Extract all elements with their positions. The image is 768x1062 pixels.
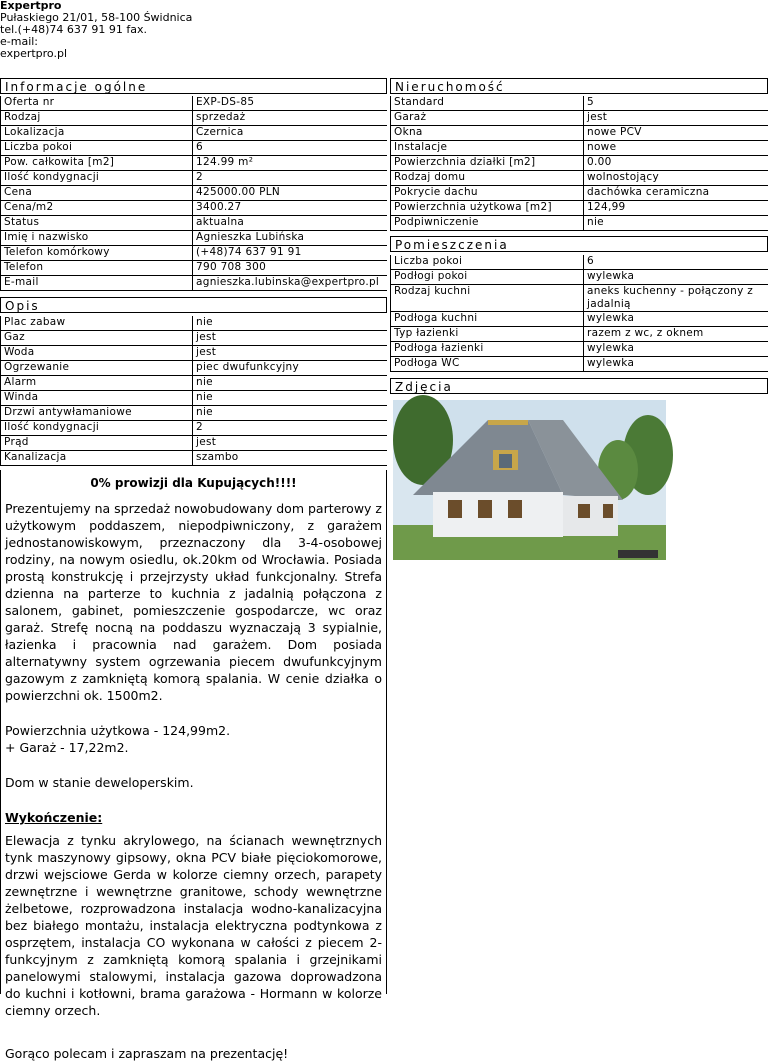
row-label: Rodzaj: [1, 111, 193, 126]
row-label: Ilość kondygnacji: [1, 421, 193, 436]
row-value: 2: [193, 421, 388, 436]
row-value: Agnieszka Lubińska: [193, 231, 388, 246]
house-photo[interactable]: [393, 400, 666, 560]
row-label: Liczba pokoi: [391, 255, 584, 270]
table-row: [391, 201, 768, 216]
row-value: piec dwufunkcyjny: [193, 361, 388, 376]
row-label: Kanalizacja: [1, 451, 193, 466]
nieruchomosc-table: [390, 96, 768, 231]
condition-text: Dom w stanie deweloperskim.: [1, 774, 386, 791]
table-row: [1, 406, 388, 421]
row-value: 124,99: [584, 201, 768, 216]
agency-header: [0, 0, 192, 60]
agency-website: expertpro.pl: [0, 48, 192, 60]
row-label: Cena: [1, 186, 193, 201]
row-label: Pow. całkowita [m2]: [1, 156, 193, 171]
table-row: [1, 276, 388, 291]
pomieszczenia-table: [390, 255, 768, 372]
row-label: E-mail: [1, 276, 193, 291]
usable-area-text: Powierzchnia użytkowa - 124,99m2.: [1, 722, 386, 739]
table-row: [391, 216, 768, 231]
agency-phone: tel.(+48)74 637 91 91 fax.: [0, 24, 192, 36]
row-label: Okna: [391, 126, 584, 141]
table-row: [1, 186, 388, 201]
finishing-heading: Wykończenie:: [1, 809, 386, 826]
row-label: Prąd: [1, 436, 193, 451]
table-row: [1, 436, 388, 451]
row-value: aktualna: [193, 216, 388, 231]
section-title-zdjecia: Zdjęcia: [390, 378, 768, 394]
row-value: Czernica: [193, 126, 388, 141]
row-label: Powierzchnia użytkowa [m2]: [391, 201, 584, 216]
row-label: Rodzaj domu: [391, 171, 584, 186]
table-row: [391, 327, 768, 342]
row-value: 124.99 m²: [193, 156, 388, 171]
section-title-info: Informacje ogólne: [0, 78, 387, 94]
row-label: Imię i nazwisko: [1, 231, 193, 246]
table-row: [1, 111, 388, 126]
row-label: Cena/m2: [1, 201, 193, 216]
row-value: 5: [584, 96, 768, 111]
row-value: jest: [193, 331, 388, 346]
agency-email: e-mail:: [0, 36, 192, 48]
table-row: [1, 421, 388, 436]
table-row: [391, 171, 768, 186]
info-table: [0, 96, 387, 291]
row-value: (+48)74 637 91 91: [193, 246, 388, 261]
row-label: Woda: [1, 346, 193, 361]
row-label: Telefon komórkowy: [1, 246, 193, 261]
row-label: Telefon: [1, 261, 193, 276]
row-label: Oferta nr: [1, 96, 193, 111]
row-label: Ilość kondygnacji: [1, 171, 193, 186]
agency-address: Pułaskiego 21/01, 58-100 Świdnica: [0, 12, 192, 24]
row-value: 6: [193, 141, 388, 156]
row-value: jest: [584, 111, 768, 126]
description-paragraph: Prezentujemy na sprzedaż nowobudowany dom parterowy z użytkowym poddaszem, niepodpiwniczony, z garażem jednostanowiskowym, przeznaczony dla 3-4-osobowej rodziny, na nowym osiedlu, ok.20km od Wrocławia. Posiada prostą konstrukcję i przejrzysty układ funkcjonalny. Strefa dzienna na parterze to kuchnia z jadalnią połączona z salonem, gabinet, pomieszczenie gospodarcze, wc oraz garaż. Strefę nocną na poddaszu wyznaczają 3 sypialnie, łazienka i pracownia nad garażem. Dom posiada alternatywny system ogrzewania piecem dwufunkcyjnym gazowym z zamkniętą komorą spalania. W cenie działka o powierzchni ok. 1500m2.: [1, 500, 386, 704]
table-row: [1, 261, 388, 276]
row-label: Powierzchnia działki [m2]: [391, 156, 584, 171]
table-row: [391, 186, 768, 201]
section-title-pomieszczenia: Pomieszczenia: [390, 236, 768, 252]
row-value: nie: [193, 316, 388, 331]
row-value: 6: [584, 255, 768, 270]
row-value: wylewka: [584, 342, 768, 357]
row-label: Podłoga WC: [391, 357, 584, 372]
row-value: 2: [193, 171, 388, 186]
table-row: [1, 361, 388, 376]
table-row: [1, 231, 388, 246]
row-value: wylewka: [584, 357, 768, 372]
table-row: [1, 216, 388, 231]
row-label: Gaz: [1, 331, 193, 346]
table-row: [391, 342, 768, 357]
row-label: Status: [1, 216, 193, 231]
row-label: Rodzaj kuchni: [391, 285, 584, 312]
row-label: Typ łazienki: [391, 327, 584, 342]
table-row: [1, 246, 388, 261]
row-value: dachówka ceramiczna: [584, 186, 768, 201]
table-row: [391, 270, 768, 285]
table-row: [1, 171, 388, 186]
table-row: [391, 156, 768, 171]
row-value: 0.00: [584, 156, 768, 171]
row-value: nie: [193, 406, 388, 421]
description-panel: [0, 470, 387, 994]
row-label: Liczba pokoi: [1, 141, 193, 156]
row-label: Podpiwniczenie: [391, 216, 584, 231]
agency-name: Expertpro: [0, 0, 192, 12]
table-row: [1, 451, 388, 466]
row-label: Podłoga łazienki: [391, 342, 584, 357]
row-value: EXP-DS-85: [193, 96, 388, 111]
garage-area-text: + Garaż - 17,22m2.: [1, 739, 386, 756]
row-value: wylewka: [584, 312, 768, 327]
table-row: [1, 391, 388, 406]
table-row: [1, 376, 388, 391]
table-row: [391, 96, 768, 111]
row-value: nie: [193, 376, 388, 391]
row-label: Drzwi antywłamaniowe: [1, 406, 193, 421]
row-label: Pokrycie dachu: [391, 186, 584, 201]
table-row: [1, 96, 388, 111]
row-label: Winda: [1, 391, 193, 406]
table-row: [391, 312, 768, 327]
section-title-nieruchomosc: Nieruchomość: [390, 78, 768, 94]
row-label: Garaż: [391, 111, 584, 126]
row-label: Alarm: [1, 376, 193, 391]
row-value: 425000.00 PLN: [193, 186, 388, 201]
row-label: Podłoga kuchni: [391, 312, 584, 327]
opis-table: [0, 316, 387, 466]
row-label: Instalacje: [391, 141, 584, 156]
row-value: razem z wc, z oknem: [584, 327, 768, 342]
row-value: jest: [193, 436, 388, 451]
table-row: [1, 126, 388, 141]
row-value: agnieszka.lubinska@expertpro.pl: [193, 276, 388, 291]
row-value: nowe PCV: [584, 126, 768, 141]
row-value: 790 708 300: [193, 261, 388, 276]
row-value: nowe: [584, 141, 768, 156]
row-value: nie: [584, 216, 768, 231]
table-row: [391, 141, 768, 156]
row-value: szambo: [193, 451, 388, 466]
table-row: [1, 141, 388, 156]
table-row: [1, 316, 388, 331]
section-title-opis: Opis: [0, 297, 387, 313]
table-row: [391, 357, 768, 372]
row-label: Standard: [391, 96, 584, 111]
table-row: [391, 126, 768, 141]
row-value: sprzedaż: [193, 111, 388, 126]
row-value: wylewka: [584, 270, 768, 285]
closing-text: Gorąco polecam i zapraszam na prezentację!: [1, 1045, 386, 1062]
table-row: [1, 346, 388, 361]
row-value: wolnostojący: [584, 171, 768, 186]
row-label: Lokalizacja: [1, 126, 193, 141]
table-row: [1, 331, 388, 346]
row-value: jest: [193, 346, 388, 361]
row-label: Plac zabaw: [1, 316, 193, 331]
row-value: aneks kuchenny - połączony z jadalnią: [584, 285, 768, 312]
row-value: 3400.27: [193, 201, 388, 216]
row-value: nie: [193, 391, 388, 406]
row-label: Ogrzewanie: [1, 361, 193, 376]
table-row: [391, 111, 768, 126]
promo-text: 0% prowizji dla Kupujących!!!!: [1, 476, 386, 490]
row-label: Podłogi pokoi: [391, 270, 584, 285]
table-row: [391, 255, 768, 270]
table-row: [391, 285, 768, 312]
table-row: [1, 201, 388, 216]
finishing-paragraph: Elewacja z tynku akrylowego, na ścianach wewnętrznych tynk maszynowy gipsowy, okna PCV białe pięciokomorowe, drzwi wejsciowe Gerda w kolorze ciemny orzech, parapety zewnętrzne i wewnętrzne granitowe, schody wewnętrzne żelbetowe, rozprowadzona instalacja wodno-kanalizacyjna bez białego montażu, instalacja elektryczna podtynkowa z osprzętem, instalacja CO wykonana w całości z piecem 2-funkcyjnym z zamkniętą komorą spalania i grzejnikami panelowymi stalowymi, instalacja gazowa doprowadzona do kuchni i kotłowni, brama garażowa - Hormann w kolorze ciemny orzech.: [1, 832, 386, 1019]
table-row: [1, 156, 388, 171]
